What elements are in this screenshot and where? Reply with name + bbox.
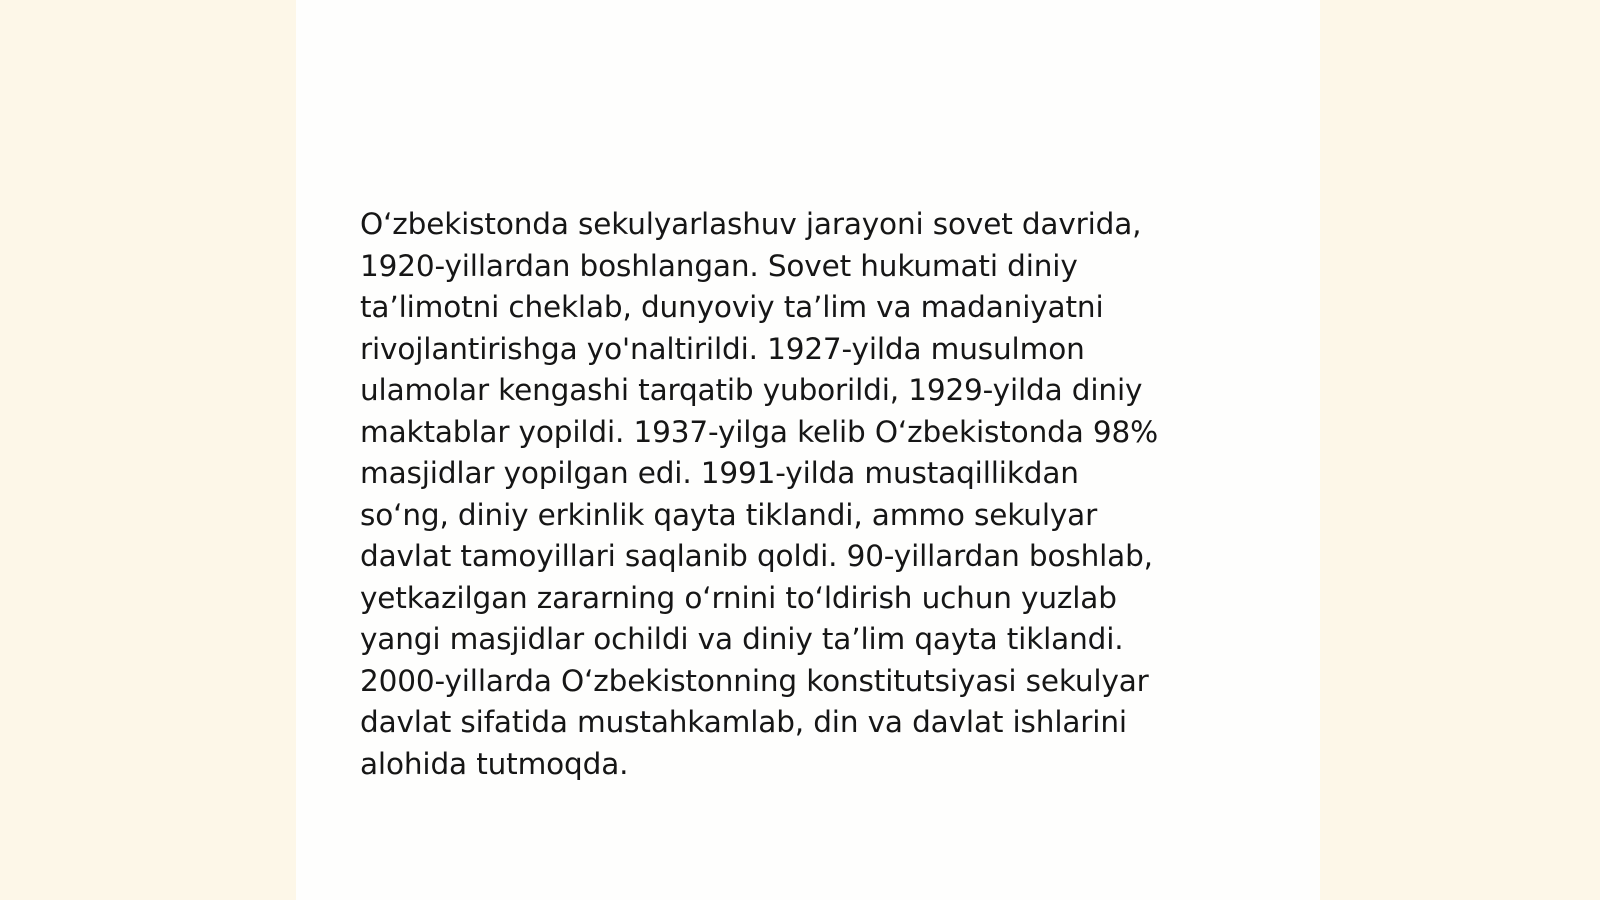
body-paragraph: O‘zbekistonda sekulyarlashuv jarayoni sovet davrida, 1920-yillardan boshlangan. Sovet hukumati diniy ta’limotni cheklab, dunyoviy ta’lim va madaniyatni rivojlantirishga yo'naltirildi. 1927-yilda musulmon ulamolar kengashi tarqatib yuborildi, 1929-yilda diniy maktablar yopildi. 1937-yilga kelib O‘zbekistonda 98% masjidlar yopilgan edi. 1991-yilda mustaqillikdan so‘ng, diniy erkinlik qayta tiklandi, ammo sekulyar davlat tamoyillari saqlanib qoldi. 90-yillardan boshlab, yetkazilgan zararning o‘rnini to‘ldirish uchun yuzlab yangi masjidlar ochildi va diniy ta’lim qayta tiklandi. 2000-yillarda O‘zbekistonning konstitutsiyasi sekulyar davlat sifatida mustahkamlab, din va davlat ishlarini alohida tutmoqda. [360,207,1158,781]
document-page [296,0,1320,900]
